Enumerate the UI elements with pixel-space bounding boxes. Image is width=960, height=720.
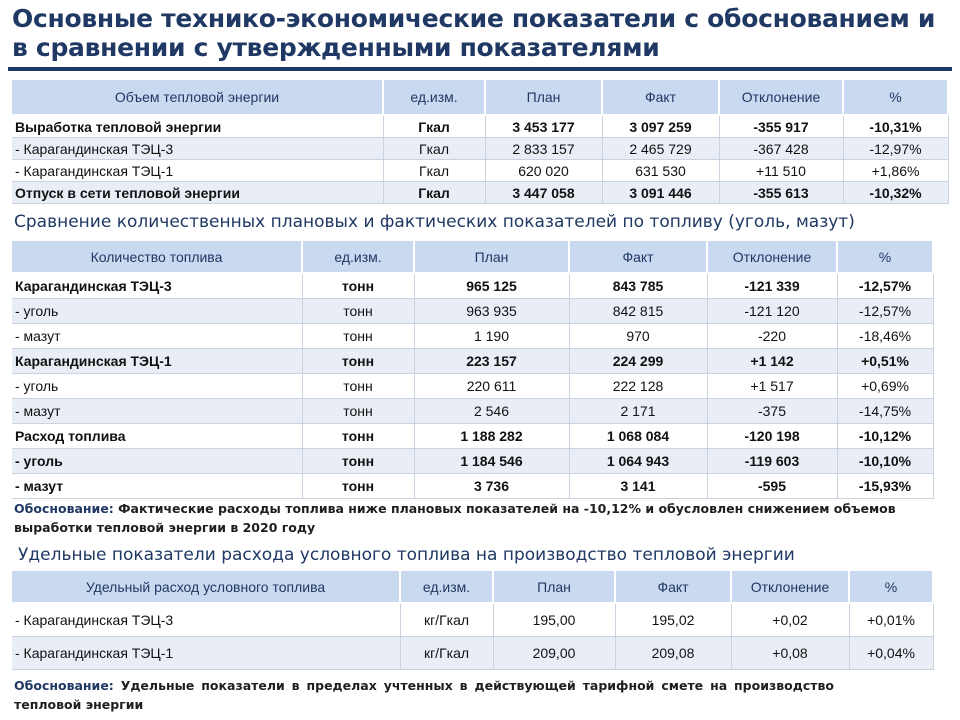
table-cell: 963 935 <box>414 299 569 324</box>
column-header: Удельный расход условного топлива <box>12 571 400 603</box>
note-text: Удельные показатели в пределах учтенных в действующей тарифной смете на производство тепловой энергии <box>14 678 834 712</box>
table-cell: +1 517 <box>707 374 837 399</box>
table-cell: +0,02 <box>731 603 849 637</box>
column-header: План <box>414 241 569 273</box>
table-cell: тонн <box>302 374 414 399</box>
table-cell: - мазут <box>12 399 302 424</box>
table-cell: -355 917 <box>719 115 843 138</box>
table-cell: 3 736 <box>414 474 569 499</box>
table-cell: -10,12% <box>837 424 933 449</box>
table-cell: тонн <box>302 474 414 499</box>
table-cell: -12,57% <box>837 299 933 324</box>
justification-note-fuel <box>14 499 944 537</box>
table-cell: 970 <box>569 324 707 349</box>
column-header: ед.изм. <box>400 571 493 603</box>
table-cell: 2 546 <box>414 399 569 424</box>
table-cell: 1 064 943 <box>569 449 707 474</box>
table-cell: - уголь <box>12 449 302 474</box>
table-row <box>12 449 933 474</box>
table-cell: - Карагандинская ТЭЦ-1 <box>12 160 383 182</box>
table-cell: - Карагандинская ТЭЦ-3 <box>12 138 383 160</box>
table-cell: -120 198 <box>707 424 837 449</box>
table-cell: 965 125 <box>414 273 569 299</box>
column-header: % <box>843 80 948 115</box>
heat-energy-table <box>12 80 949 204</box>
table-cell: -375 <box>707 399 837 424</box>
column-header: Факт <box>602 80 719 115</box>
table-row <box>12 273 933 299</box>
table-cell: Гкал <box>383 138 485 160</box>
table-cell: +11 510 <box>719 160 843 182</box>
table-cell: -10,31% <box>843 115 948 138</box>
note-label: Обоснование: <box>14 501 114 516</box>
table-header-row <box>12 571 933 603</box>
table-cell: 1 068 084 <box>569 424 707 449</box>
table-cell: +1,86% <box>843 160 948 182</box>
table-cell: тонн <box>302 424 414 449</box>
page-title: Основные технико-экономические показатели с обоснованием и в сравнении с утвержденными показателями <box>12 4 936 62</box>
table-cell: 195,02 <box>615 603 731 637</box>
table-cell: - Карагандинская ТЭЦ-1 <box>12 637 400 670</box>
table-cell: Расход топлива <box>12 424 302 449</box>
table-cell: 3 453 177 <box>485 115 602 138</box>
column-header: % <box>837 241 933 273</box>
table-cell: Карагандинская ТЭЦ-1 <box>12 349 302 374</box>
column-header: Объем тепловой энергии <box>12 80 383 115</box>
table-cell: 222 128 <box>569 374 707 399</box>
table-cell: -367 428 <box>719 138 843 160</box>
column-header: Факт <box>569 241 707 273</box>
table-row <box>12 160 948 182</box>
table-cell: тонн <box>302 273 414 299</box>
column-header: План <box>493 571 615 603</box>
table-cell: -12,57% <box>837 273 933 299</box>
table-cell: 2 171 <box>569 399 707 424</box>
table-cell: - мазут <box>12 474 302 499</box>
table-cell: Карагандинская ТЭЦ-3 <box>12 273 302 299</box>
table-row <box>12 299 933 324</box>
table-cell: Гкал <box>383 115 485 138</box>
table-cell: -220 <box>707 324 837 349</box>
table-cell: 842 815 <box>569 299 707 324</box>
table-cell: 224 299 <box>569 349 707 374</box>
table-cell: тонн <box>302 349 414 374</box>
table-cell: 223 157 <box>414 349 569 374</box>
table-cell: -10,10% <box>837 449 933 474</box>
specific-fuel-table <box>12 571 934 670</box>
table-cell: -595 <box>707 474 837 499</box>
section-title-specific-fuel: Удельные показатели расхода условного топлива на производство тепловой энергии <box>18 545 795 565</box>
title-divider <box>8 67 952 71</box>
column-header: Количество топлива <box>12 241 302 273</box>
fuel-quantity-table <box>12 241 934 499</box>
table-cell: - уголь <box>12 299 302 324</box>
table-row <box>12 424 933 449</box>
table-cell: тонн <box>302 449 414 474</box>
table-cell: -18,46% <box>837 324 933 349</box>
table-cell: -355 613 <box>719 182 843 204</box>
table-row <box>12 349 933 374</box>
table-cell: +1 142 <box>707 349 837 374</box>
table-cell: 843 785 <box>569 273 707 299</box>
section-title-fuel: Сравнение количественных плановых и фактических показателей по топливу (уголь, мазут) <box>14 212 855 232</box>
table-row <box>12 637 933 670</box>
table-cell: +0,69% <box>837 374 933 399</box>
table-cell: -12,97% <box>843 138 948 160</box>
table-header-row <box>12 80 948 115</box>
table-cell: +0,04% <box>849 637 933 670</box>
table-cell: 209,00 <box>493 637 615 670</box>
table-row <box>12 115 948 138</box>
note-text: Фактические расходы топлива ниже плановых показателей на -10,12% и обусловлен снижением объемов выработки тепловой энергии в 2020 году <box>14 501 896 535</box>
table-cell: -121 339 <box>707 273 837 299</box>
table-cell: +0,01% <box>849 603 933 637</box>
table-row <box>12 474 933 499</box>
column-header: Факт <box>615 571 731 603</box>
table-cell: Выработка тепловой энергии <box>12 115 383 138</box>
table-cell: Отпуск в сети тепловой энергии <box>12 182 383 204</box>
table-cell: 195,00 <box>493 603 615 637</box>
table-cell: - Карагандинская ТЭЦ-3 <box>12 603 400 637</box>
table-cell: 3 447 058 <box>485 182 602 204</box>
table-cell: 1 184 546 <box>414 449 569 474</box>
column-header: План <box>485 80 602 115</box>
table-cell: тонн <box>302 399 414 424</box>
column-header: Отклонение <box>731 571 849 603</box>
table-cell: Гкал <box>383 160 485 182</box>
table-cell: тонн <box>302 299 414 324</box>
table-row <box>12 374 933 399</box>
table-row <box>12 182 948 204</box>
table-cell: -15,93% <box>837 474 933 499</box>
table-cell: - мазут <box>12 324 302 349</box>
table-cell: 1 188 282 <box>414 424 569 449</box>
table-cell: 209,08 <box>615 637 731 670</box>
table-row <box>12 603 933 637</box>
table-cell: 3 141 <box>569 474 707 499</box>
table-cell: 3 091 446 <box>602 182 719 204</box>
column-header: Отклонение <box>719 80 843 115</box>
table-cell: -119 603 <box>707 449 837 474</box>
table-cell: 620 020 <box>485 160 602 182</box>
table-cell: +0,51% <box>837 349 933 374</box>
table-cell: +0,08 <box>731 637 849 670</box>
table-cell: Гкал <box>383 182 485 204</box>
table-cell: 3 097 259 <box>602 115 719 138</box>
table-cell: -14,75% <box>837 399 933 424</box>
table-cell: -121 120 <box>707 299 837 324</box>
table-cell: - уголь <box>12 374 302 399</box>
column-header: % <box>849 571 933 603</box>
table-cell: 2 833 157 <box>485 138 602 160</box>
column-header: ед.изм. <box>302 241 414 273</box>
table-row <box>12 399 933 424</box>
table-row <box>12 138 948 160</box>
table-cell: кг/Гкал <box>400 603 493 637</box>
table-cell: 2 465 729 <box>602 138 719 160</box>
table-cell: 220 611 <box>414 374 569 399</box>
table-cell: -10,32% <box>843 182 948 204</box>
column-header: ед.изм. <box>383 80 485 115</box>
table-cell: тонн <box>302 324 414 349</box>
table-header-row <box>12 241 933 273</box>
table-cell: кг/Гкал <box>400 637 493 670</box>
table-cell: 631 530 <box>602 160 719 182</box>
justification-note-specific <box>14 676 834 714</box>
column-header: Отклонение <box>707 241 837 273</box>
note-label: Обоснование: <box>14 678 114 693</box>
table-row <box>12 324 933 349</box>
table-cell: 1 190 <box>414 324 569 349</box>
